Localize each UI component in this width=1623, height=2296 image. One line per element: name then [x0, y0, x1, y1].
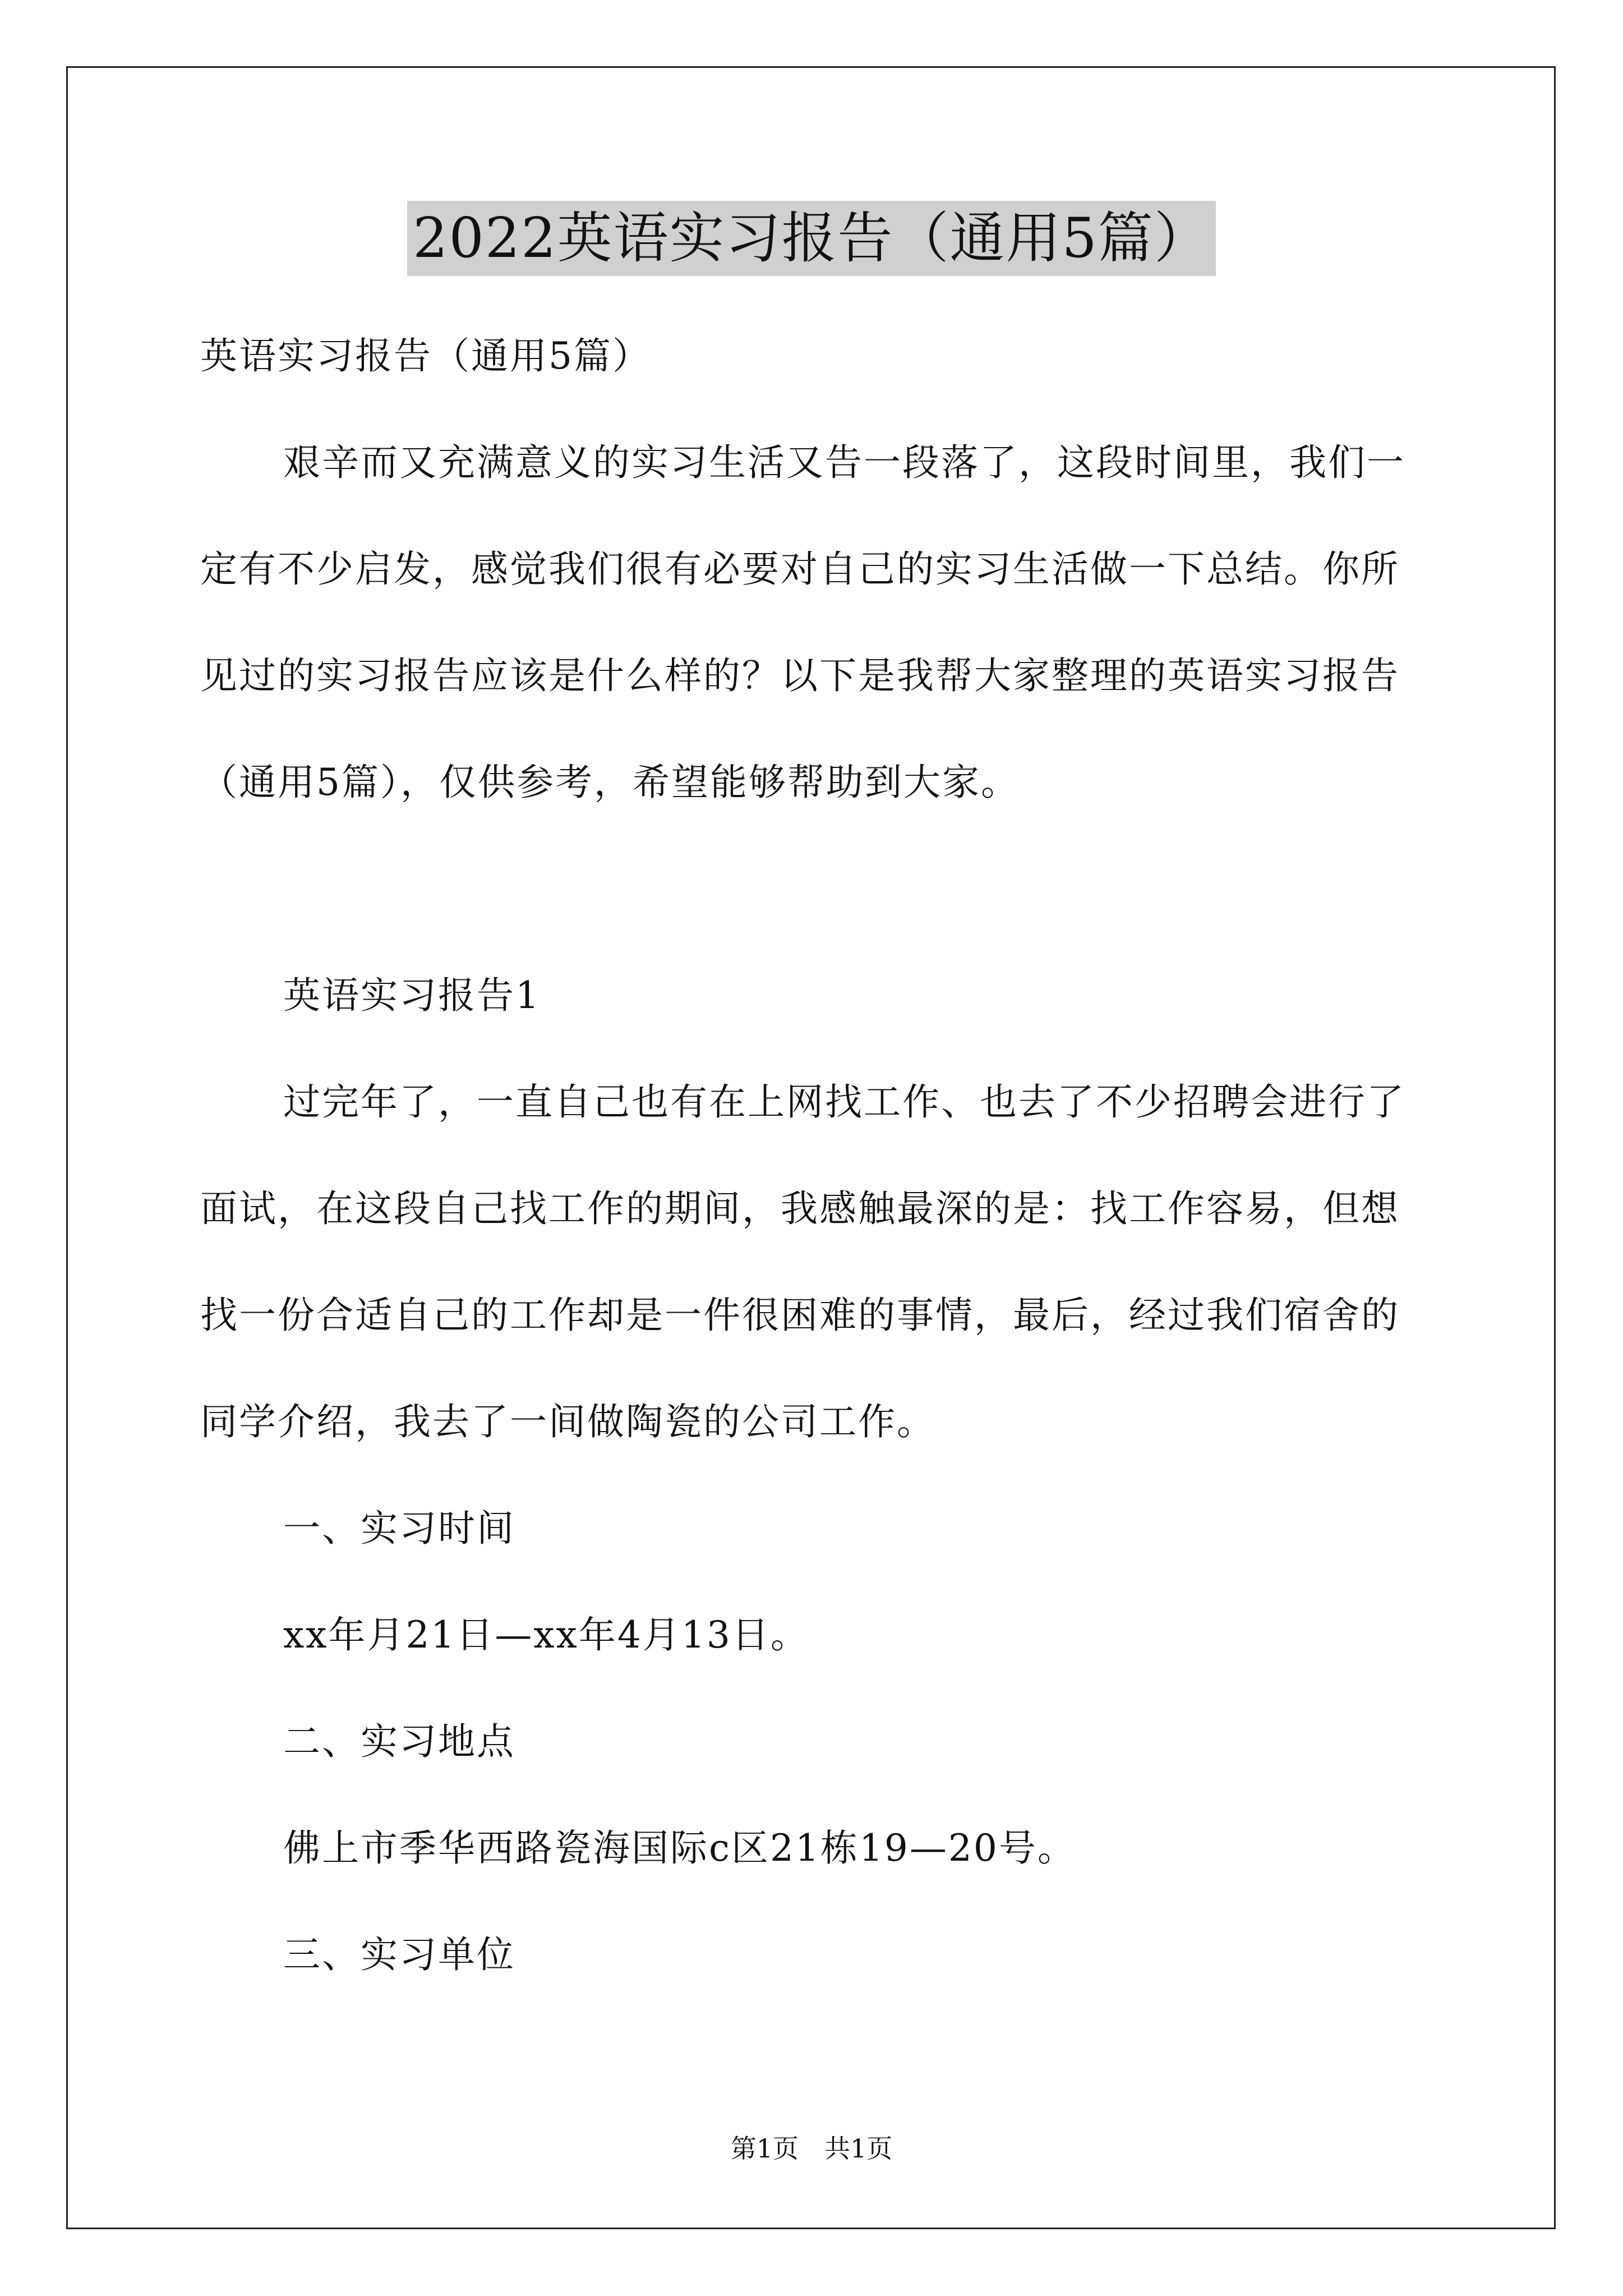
- body-paragraph: 过完年了，一直自己也有在上网找工作、也去了不少招聘会进行了面试，在这段自己找工作的期间，我感触最深的是：找工作容易，但想找一份合适自己的工作却是一件很困难的事情，最后，经过我们宿舍的同学介绍，我去了一间做陶瓷的公司工作。: [200, 1080, 1405, 1443]
- paragraph-gap: [200, 836, 1434, 942]
- document-subtitle: 英语实习报告（通用5篇）: [200, 334, 651, 378]
- item-heading-location: 二、实习地点: [283, 1720, 515, 1763]
- section-heading: 英语实习报告1: [283, 974, 541, 1017]
- intro-paragraph: 艰辛而又充满意义的实习生活又告一段落了，这段时间里，我们一定有不少启发，感觉我们很有必要对自己的实习生活做一下总结。你所见过的实习报告应该是什么样的？以下是我帮大家整理的英语实习报告（通用5篇），仅供参考，希望能够帮助到大家。: [200, 441, 1405, 804]
- title-container: [0, 201, 1623, 276]
- item-text-time: xx年月21日—xx年4月13日。: [283, 1613, 809, 1657]
- page-footer: 第1页 共1页: [730, 2133, 893, 2164]
- document-body: [200, 303, 1434, 2008]
- document-title: 2022英语实习报告（通用5篇）: [407, 201, 1216, 276]
- item-text-location: 佛上市季华西路瓷海国际c区21栋19—20号。: [283, 1826, 1076, 1870]
- item-heading-unit: 三、实习单位: [283, 1933, 515, 1976]
- item-heading-time: 一、实习时间: [283, 1507, 515, 1550]
